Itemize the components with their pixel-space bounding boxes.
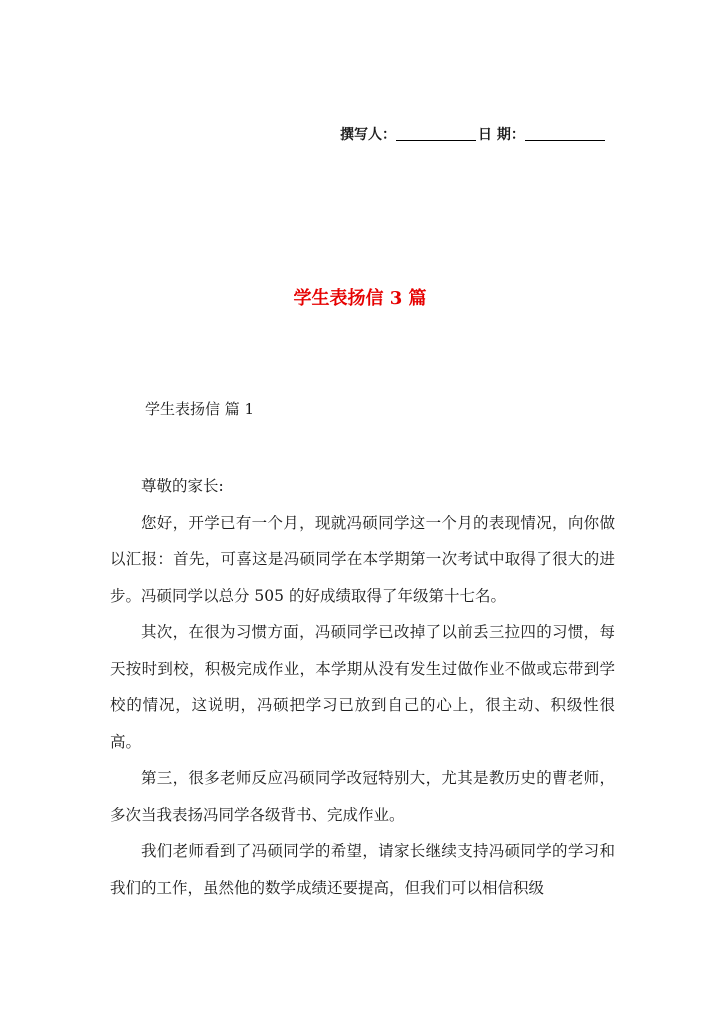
paragraph: 其次，在很为习惯方面，冯硕同学已改掉了以前丢三拉四的习惯，每天按时到校，积极完成作业，本学期从没有发生过做作业不做或忘带到学校的情况，这说明，冯硕把学习已放到自己的心上，很主动、积级性很高。 xyxy=(110,623,615,751)
author-blank xyxy=(396,126,476,141)
date-label: 日 期： xyxy=(478,127,525,143)
date-blank xyxy=(525,126,605,141)
letter-body xyxy=(110,468,615,906)
paragraph: 第三，很多老师反应冯硕同学改冠特别大，尤其是教历史的曹老师，多次当我表扬冯同学各级背书、完成作业。 xyxy=(110,769,615,824)
author-date-line xyxy=(340,124,620,144)
author-label: 撰写人： xyxy=(340,127,396,143)
paragraph: 您好，开学已有一个月，现就冯硕同学这一个月的表现情况，向你做以汇报：首先，可喜这是冯硕同学在本学期第一次考试中取得了很大的进步。冯硕同学以总分 505 的好成绩取得了年级第十七名。 xyxy=(110,513,615,605)
section-heading: 学生表扬信 篇 1 xyxy=(145,400,255,418)
document-title: 学生表扬信 3 篇 xyxy=(293,288,427,309)
salutation: 尊敬的家长: xyxy=(141,477,224,495)
paragraph: 我们老师看到了冯硕同学的希望，请家长继续支持冯硕同学的学习和我们的工作，虽然他的数学成绩还要提高，但我们可以相信积级 xyxy=(110,842,615,897)
